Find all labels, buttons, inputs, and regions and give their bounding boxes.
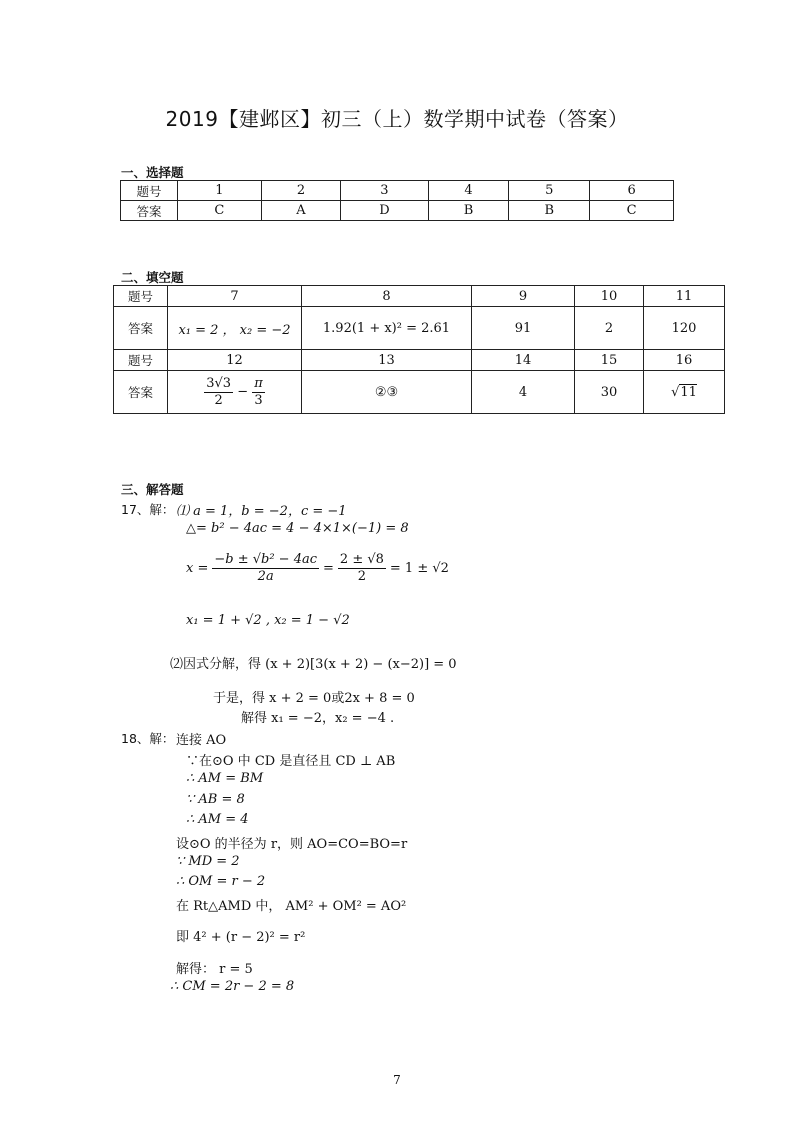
fraction-denominator: 2 [214, 392, 223, 408]
table-cell: A [261, 201, 340, 221]
table-cell: 1.92(1 + x)² = 2.61 [302, 307, 472, 350]
q18-line-10: 即 4² + (r − 2)² = r² [176, 930, 306, 945]
q17-line-5: ⑵因式分解，得 (x + 2)[3(x + 2) − (x−2)] = 0 [170, 657, 457, 672]
table-cell: 13 [302, 350, 472, 371]
section-1-heading: 一、选择题 [121, 165, 184, 180]
fraction-denominator: 2 [357, 568, 367, 584]
fraction-numerator: 2 ± √8 [339, 552, 384, 567]
q18-line-11: 解得： r = 5 [176, 962, 253, 977]
fraction [338, 552, 386, 584]
fraction [212, 552, 319, 584]
q18-line-9: 在 Rt△AMD 中， AM² + OM² = AO² [176, 899, 407, 914]
fill-answer-table [113, 285, 725, 414]
sqrt-radicand: 11 [680, 384, 697, 400]
fraction-numerator: 3√3 [206, 375, 232, 391]
table-cell: 10 [575, 286, 644, 307]
fraction-numerator: −b ± √b² − 4ac [214, 552, 318, 567]
table-cell: 91 [472, 307, 575, 350]
q18-line-1: 连接 AO [176, 733, 227, 748]
q18-line-5: ∴ AM = 4 [186, 812, 249, 827]
page-title: 2019【建邺区】初三（上）数学期中试卷（答案） [165, 107, 629, 131]
minus-sign: − [237, 384, 249, 400]
q18-line-4: ∵ AB = 8 [186, 792, 245, 807]
equation-lhs: x = [186, 560, 209, 576]
q18-line-6: 设⊙O 的半径为 r，则 AO=CO=BO=r [176, 837, 408, 852]
q18-label: 18、解： [121, 731, 175, 746]
q17-line-1: ⑴ a = 1，b = −2，c = −1 [176, 504, 347, 519]
table-cell: 12 [168, 350, 302, 371]
equals-sign: = [323, 560, 334, 576]
page-number: 7 [393, 1073, 401, 1087]
table-cell: 120 [644, 307, 725, 350]
table-header-answer: 答案 [114, 307, 168, 350]
equation-result: = 1 ± √2 [389, 560, 449, 576]
table-cell: B [509, 201, 590, 221]
table-cell: ②③ [302, 371, 472, 414]
q18-line-12: ∴ CM = 2r − 2 = 8 [170, 979, 295, 994]
table-cell: 9 [472, 286, 575, 307]
table-header-answer: 答案 [114, 371, 168, 414]
table-cell: 16 [644, 350, 725, 371]
q17-line-6: 于是，得 x + 2 = 0或2x + 8 = 0 [213, 691, 415, 706]
table-cell: 15 [575, 350, 644, 371]
q17-label: 17、解： [121, 502, 175, 517]
table-cell: 8 [302, 286, 472, 307]
table-cell: B [428, 201, 509, 221]
table-cell: 6 [590, 181, 674, 201]
q17-line-4: x₁ = 1 + √2 , x₂ = 1 − √2 [186, 613, 350, 628]
table-cell: x₁ = 2 ， x₂ = −2 [168, 307, 302, 350]
fraction [252, 376, 265, 408]
table-header-question: 题号 [114, 286, 168, 307]
table-cell [168, 371, 302, 414]
q17-line-2: △= b² − 4ac = 4 − 4×1×(−1) = 8 [186, 521, 409, 536]
table-cell: D [341, 201, 428, 221]
table-cell: 11 [644, 286, 725, 307]
section-2-heading: 二、填空题 [121, 270, 184, 285]
table-cell: 5 [509, 181, 590, 201]
q18-line-3: ∴ AM = BM [186, 771, 264, 786]
table-cell: 7 [168, 286, 302, 307]
fraction-denominator: 2a [257, 568, 274, 584]
table-cell: 14 [472, 350, 575, 371]
table-cell: 30 [575, 371, 644, 414]
q18-line-7: ∵ MD = 2 [176, 854, 240, 869]
table-cell: 2 [261, 181, 340, 201]
table-cell: 2 [575, 307, 644, 350]
table-header-question: 题号 [114, 350, 168, 371]
q18-line-2: ∵在⊙O 中 CD 是直径且 CD ⊥ AB [186, 754, 396, 769]
table-cell: C [178, 201, 262, 221]
q17-line-7: 解得 x₁ = −2，x₂ = −4 . [241, 711, 395, 726]
fraction [204, 376, 233, 408]
q18-line-8: ∴ OM = r − 2 [176, 874, 266, 889]
sqrt-sign: √ [671, 384, 680, 400]
section-3-heading: 三、解答题 [121, 482, 184, 497]
table-cell [644, 371, 725, 414]
table-cell: 3 [341, 181, 428, 201]
fraction-numerator: π [254, 375, 263, 391]
table-cell: 4 [472, 371, 575, 414]
choice-answer-table [120, 180, 674, 221]
fraction-denominator: 3 [254, 392, 263, 408]
q17-line-3 [186, 552, 449, 584]
table-header-question: 题号 [121, 181, 178, 201]
table-header-answer: 答案 [121, 201, 178, 221]
table-cell: 4 [428, 181, 509, 201]
table-cell: C [590, 201, 674, 221]
table-cell: 1 [178, 181, 262, 201]
